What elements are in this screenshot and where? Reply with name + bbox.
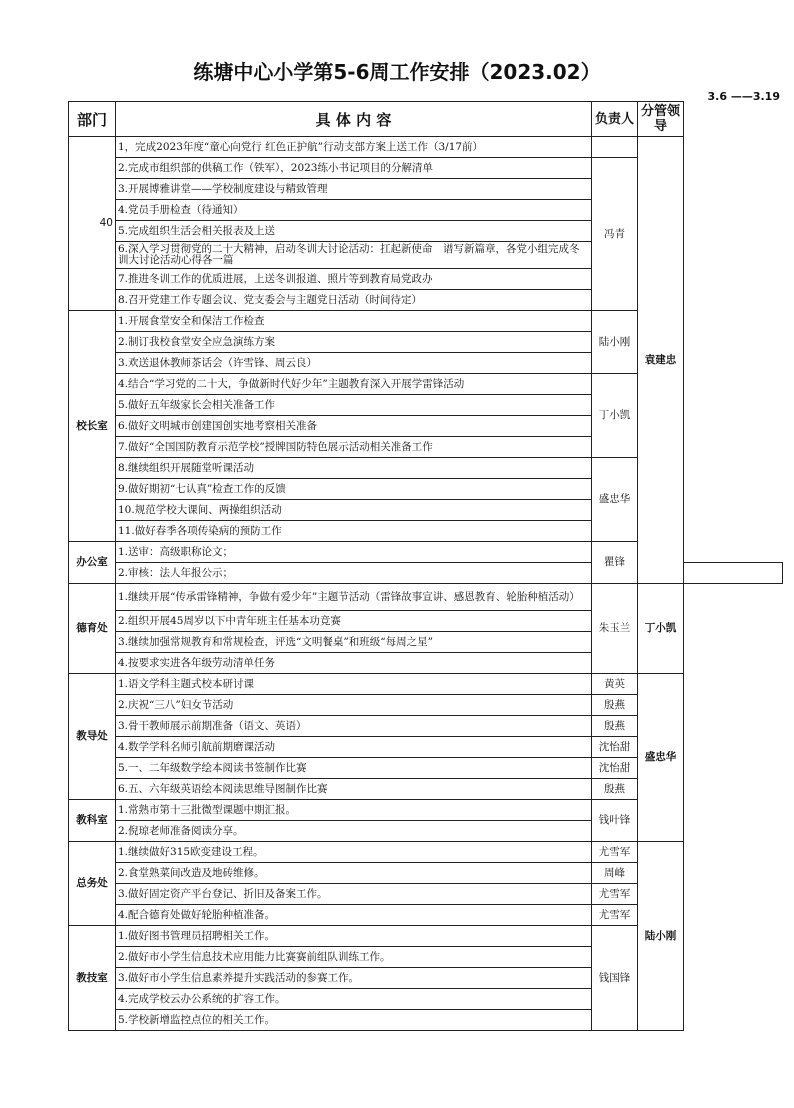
dept-tech: 教技室 — [69, 926, 116, 1031]
task-item: 8.继续组织开展随堂听课活动 — [116, 458, 592, 479]
owner-sheng: 盛忠华 — [592, 458, 638, 542]
owner-cell: 沈怡甜 — [592, 758, 638, 779]
header-dept: 部门 — [69, 102, 116, 137]
task-item: 6.五、六年级英语绘本阅读思维导图制作比赛 — [116, 779, 592, 800]
table-row — [69, 674, 783, 695]
owner-research: 钱叶锋 — [592, 800, 638, 842]
task-item: 5.一、二年级数学绘本阅读书签制作比赛 — [116, 758, 592, 779]
header-leader: 分管领导 — [638, 102, 684, 137]
task-item: 1.送审：高级职称论文； — [116, 542, 592, 563]
task-item: 1.开展食堂安全和保洁工作检查 — [116, 311, 592, 332]
owner-cell: 殷燕 — [592, 716, 638, 737]
owner-ding: 丁小凯 — [592, 374, 638, 458]
owner-cell-empty — [592, 137, 638, 158]
header-content: 具 体 内 容 — [116, 102, 592, 137]
owner-cell: 沈怡甜 — [592, 737, 638, 758]
task-item: 3.骨干教师展示前期准备（语文、英语） — [116, 716, 592, 737]
leader-blank — [684, 563, 783, 584]
dept-research: 教科室 — [69, 800, 116, 842]
task-item: 2.做好市小学生信息技术应用能力比赛赛前组队训练工作。 — [116, 947, 592, 968]
owner-cell: 尤雪军 — [592, 842, 638, 863]
task-item: 2.食堂熟菜间改造及地砖维修。 — [116, 863, 592, 884]
task-item: 1.常熟市第十三批微型课题中期汇报。 — [116, 800, 592, 821]
leader-yuan: 袁建忠 — [638, 137, 684, 584]
dept-office: 办公室 — [69, 542, 116, 584]
task-item: 3.欢送退休教师茶话会（许雪锋、周云良） — [116, 353, 592, 374]
task-item: 4.数学学科名师引航前期磨课活动 — [116, 737, 592, 758]
owner-party: 冯青 — [592, 158, 638, 311]
task-item: 1.继续做好315欧变建设工程。 — [116, 842, 592, 863]
task-item: 8.召开党建工作专题会议、党支委会与主题党日活动（时间待定） — [116, 290, 592, 311]
task-item: 5.做好五年级家长会相关准备工作 — [116, 395, 592, 416]
task-item: 10.规范学校大课间、两操组织活动 — [116, 500, 592, 521]
task-item: 3.做好固定资产平台登记、折旧及备案工作。 — [116, 884, 592, 905]
leader-lu: 陆小刚 — [638, 842, 684, 1031]
task-item: 3.继续加强常规教育和常规检查，评选“文明餐桌”和班级“每周之星” — [116, 632, 592, 653]
task-item: 6.深入学习贯彻党的二十大精神，启动冬训大讨论活动：扛起新使命 谱写新篇章，各党小组完成冬训大讨论活动心得各一篇 — [116, 242, 592, 269]
task-item: 3.做好市小学生信息素养提升实践活动的参赛工作。 — [116, 968, 592, 989]
task-item: 2.庆祝“三八”妇女节活动 — [116, 695, 592, 716]
schedule-table — [68, 101, 783, 1031]
table-header-row — [69, 102, 783, 137]
date-range: 3.6 ——3.19 — [707, 90, 780, 103]
task-item: 2.组织开展45周岁以下中青年班主任基本功竞赛 — [116, 611, 592, 632]
task-item: 1.语文学科主题式校本研讨课 — [116, 674, 592, 695]
task-item: 4.按要求实进各年级劳动清单任务 — [116, 653, 592, 674]
task-item: 1.继续开展“传承雷锋精神，争做有爱少年”主题节活动（雷锋故事宣讲、感恩教育、轮胎种植活动） — [116, 584, 592, 611]
owner-cell: 殷燕 — [592, 695, 638, 716]
task-item: 2.制订我校食堂安全应急演练方案 — [116, 332, 592, 353]
leader-ding: 丁小凯 — [638, 584, 684, 674]
owner-tech: 钱国锋 — [592, 926, 638, 1031]
dept-principal: 校长室 — [69, 311, 116, 542]
owner-cell: 殷燕 — [592, 779, 638, 800]
task-item: 11.做好春季各项传染病的预防工作 — [116, 521, 592, 542]
table-row — [69, 137, 783, 158]
page-title: 练塘中心小学第5-6周工作安排（2023.02） — [193, 60, 601, 84]
task-item: 9.做好期初“七认真”检查工作的反馈 — [116, 479, 592, 500]
task-item: 5.完成组织生活会相关报表及上送 — [116, 221, 592, 242]
task-item: 4.结合“学习党的二十大，争做新时代好少年”主题教育深入开展学雷锋活动 — [116, 374, 592, 395]
task-item: 6.做好文明城市创建国创实地考察相关准备 — [116, 416, 592, 437]
table-row — [69, 842, 783, 863]
leader-sheng: 盛忠华 — [638, 674, 684, 842]
owner-lu: 陆小刚 — [592, 311, 638, 374]
task-item: 1.做好图书管理员招聘相关工作。 — [116, 926, 592, 947]
owner-cell: 周峰 — [592, 863, 638, 884]
owner-moral: 朱玉兰 — [592, 584, 638, 674]
dept-teaching: 教导处 — [69, 674, 116, 800]
task-item: 2.倪琼老师准备阅读分享。 — [116, 821, 592, 842]
task-item: 3.开展博雅讲堂——学校制度建设与精致管理 — [116, 179, 592, 200]
task-item: 1，完成2023年度“童心向党行 红色正护航”行动支部方案上送工作（3/17前） — [116, 137, 592, 158]
owner-cell: 尤雪军 — [592, 884, 638, 905]
dept-moral: 德育处 — [69, 584, 116, 674]
table-row — [69, 584, 783, 611]
task-item: 4.党员手册检查（待通知） — [116, 200, 592, 221]
task-item: 4.配合德育处做好轮胎种植准备。 — [116, 905, 592, 926]
owner-cell: 尤雪军 — [592, 905, 638, 926]
owner-office: 瞿锋 — [592, 542, 638, 584]
owner-cell: 黄英 — [592, 674, 638, 695]
dept-general: 总务处 — [69, 842, 116, 926]
task-item: 2.完成市组织部的供稿工作（铁军），2023练小书记项目的分解清单 — [116, 158, 592, 179]
dept-party: 40 — [69, 137, 116, 311]
task-item: 7.做好“全国国防教育示范学校”授牌国防特色展示活动相关准备工作 — [116, 437, 592, 458]
task-item: 5.学校新增监控点位的相关工作。 — [116, 1010, 592, 1031]
task-item: 2.审核：法人年报公示； — [116, 563, 592, 584]
task-item: 4.完成学校云办公系统的扩容工作。 — [116, 989, 592, 1010]
header-owner: 负责人 — [592, 102, 638, 137]
task-item: 7.推进冬训工作的优质进展，上送冬训报道、照片等到教育局党政办 — [116, 269, 592, 290]
